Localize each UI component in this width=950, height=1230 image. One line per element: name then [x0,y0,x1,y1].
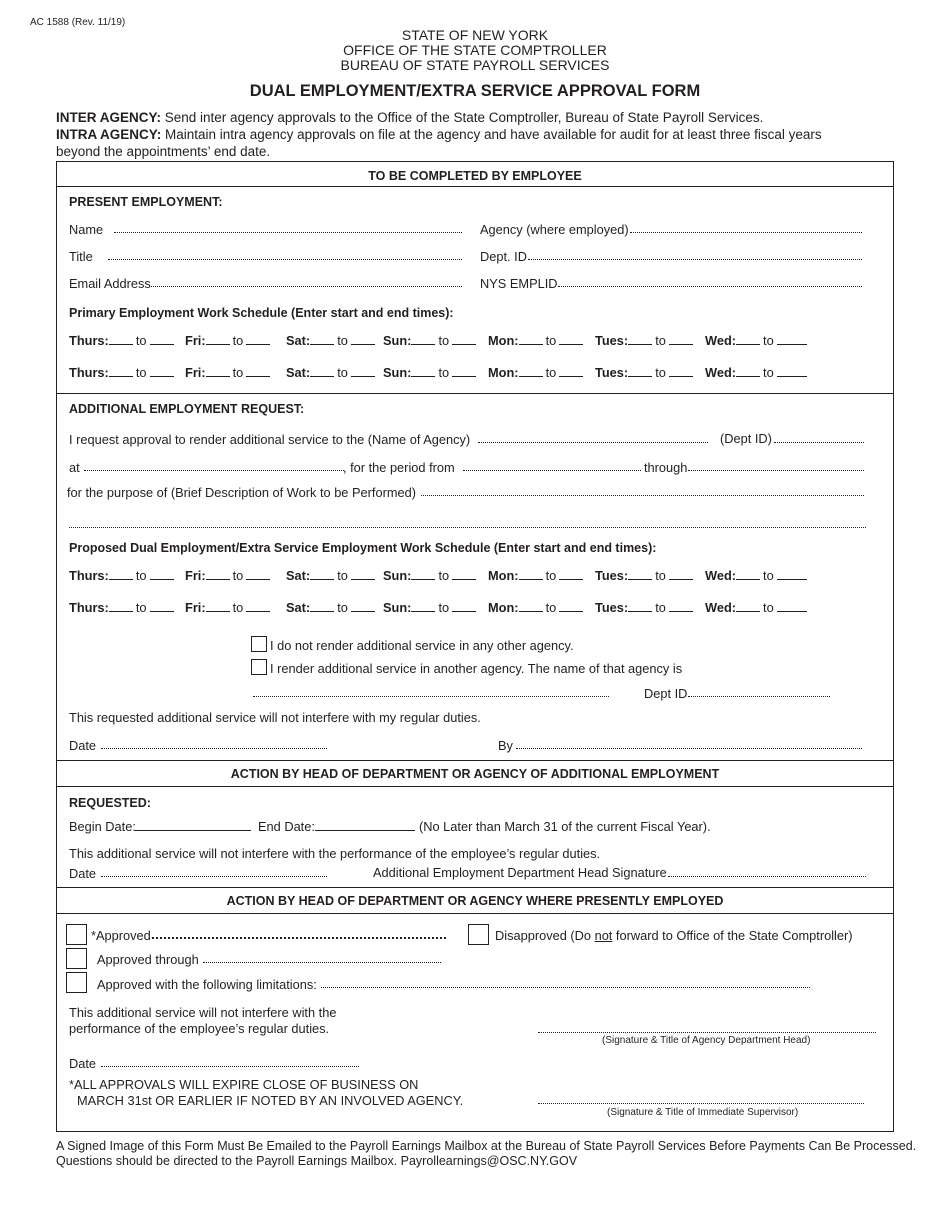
schedule-day-label: Mon: [488,600,519,615]
request-dept-id-field[interactable] [774,433,864,443]
schedule-day [286,333,375,348]
schedule-day [383,568,476,583]
employee-date-label: Date [69,738,97,753]
email-label: Email Address [69,276,151,291]
schedule-start-field[interactable] [519,601,543,612]
approved-through-field[interactable] [203,953,441,963]
supervisor-signature-caption: (Signature & Title of Immediate Supervisor) [607,1107,799,1118]
schedule-to-label: to [232,333,244,348]
head-date-field[interactable] [101,867,327,877]
schedule-day-label: Fri: [185,600,206,615]
disapproved-text-post: forward to Office of the State Comptroller) [612,928,853,943]
dept-id-label: Dept. ID [480,249,527,264]
schedule-end-field[interactable] [246,366,270,377]
other-agency-dept-id-label: Dept ID [644,686,688,701]
schedule-day [488,600,583,615]
schedule-start-field[interactable] [206,334,230,345]
schedule-to-label: to [655,333,666,348]
schedule-start-field[interactable] [109,569,133,580]
schedule-to-label: to [135,365,147,380]
other-agency-dept-id-field[interactable] [688,687,830,697]
other-agency-label: I render additional service in another agency. The name of that agency is [270,661,683,676]
schedule-start-field[interactable] [736,366,760,377]
present-date-field[interactable] [101,1057,359,1067]
begin-date-field[interactable] [135,820,251,831]
schedule-end-field[interactable] [351,366,375,377]
location-field[interactable] [84,461,344,471]
fiscal-year-note: (No Later than March 31 of the current Fiscal Year). [419,819,711,834]
state-name: STATE OF NEW YORK [401,27,549,43]
schedule-start-field[interactable] [310,601,334,612]
intra-agency-text: Maintain intra agency approvals on file at the agency and have available for audit for at least three fiscal years [161,127,822,142]
schedule-end-field[interactable] [246,601,270,612]
disapproved-label [495,928,853,943]
schedule-day [705,365,807,380]
title-label: Title [69,249,93,264]
schedule-day [595,568,693,583]
form-number: AC 1588 (Rev. 11/19) [30,17,126,28]
request-text: I request approval to render additional service to the (Name of Agency) [69,432,471,447]
schedule-day-label: Sat: [286,365,311,380]
schedule-day-label: Wed: [705,600,737,615]
schedule-day [383,333,476,348]
agency-name-field[interactable] [478,433,708,443]
end-date-field[interactable] [315,820,415,831]
intra-agency-note [56,126,822,143]
schedule-day [705,568,807,583]
schedule-to-label: to [763,600,774,615]
schedule-start-field[interactable] [736,334,760,345]
dept-id-field[interactable] [528,250,862,260]
email-field[interactable] [151,277,462,287]
schedule-day-label: Sun: [383,600,412,615]
schedule-day-label: Tues: [595,365,629,380]
schedule-to-label: to [763,333,774,348]
footer-line-1: A Signed Image of this Form Must Be Emailed to the Payroll Earnings Mailbox at the Bureau of State Payroll Services Before Payments Can Be Processed. [56,1139,917,1153]
divider [56,393,894,394]
primary-schedule-heading: Primary Employment Work Schedule (Enter start and end times): [69,306,454,320]
schedule-start-field[interactable] [519,569,543,580]
approved-checkbox[interactable] [66,924,87,945]
schedule-start-field[interactable] [206,366,230,377]
employee-signature-field[interactable] [516,739,862,749]
approved-through-label: Approved through [97,952,199,967]
schedule-day [595,333,693,348]
schedule-end-field[interactable] [150,601,174,612]
approved-limits-label: Approved with the following limitations: [97,977,317,992]
schedule-to-label: to [545,600,557,615]
head-no-interfere-statement: This additional service will not interfere with the performance of the employee’s regular duties. [69,846,601,861]
name-label: Name [69,222,104,237]
schedule-day [705,333,807,348]
office-name: OFFICE OF THE STATE COMPTROLLER [343,42,607,58]
schedule-to-label: to [545,568,557,583]
employee-section-heading: TO BE COMPLETED BY EMPLOYEE [368,169,582,183]
schedule-day-label: Sun: [383,365,412,380]
emplid-field[interactable] [558,277,862,287]
schedule-day-label: Sun: [383,333,412,348]
expire-note-line-1: *ALL APPROVALS WILL EXPIRE CLOSE OF BUSINESS ON [69,1077,419,1092]
schedule-to-label: to [337,365,348,380]
schedule-day-label: Thurs: [69,568,109,583]
present-date-label: Date [69,1056,97,1071]
approved-asterisk: * [91,928,96,943]
schedule-start-field[interactable] [736,601,760,612]
disapproved-not: not [594,928,613,943]
schedule-day-label: Mon: [488,568,519,583]
schedule-end-field[interactable] [669,334,693,345]
agency-field[interactable] [630,223,862,233]
schedule-day [69,600,174,615]
schedule-start-field[interactable] [628,366,652,377]
schedule-to-label: to [655,365,666,380]
schedule-start-field[interactable] [411,569,435,580]
head-signature-field[interactable] [668,867,866,877]
schedule-end-field[interactable] [777,601,807,612]
schedule-day [185,568,270,583]
divider [56,760,894,761]
purpose-field-line-2[interactable] [69,518,866,528]
schedule-end-field[interactable] [452,366,476,377]
schedule-to-label: to [337,568,348,583]
divider [56,887,894,888]
schedule-start-field[interactable] [411,334,435,345]
schedule-start-field[interactable] [310,569,334,580]
schedule-day [286,600,375,615]
schedule-day-label: Mon: [488,333,519,348]
schedule-day [595,365,693,380]
begin-date-label: Begin Date: [69,819,136,834]
schedule-day-label: Wed: [705,365,737,380]
schedule-to-label: to [135,333,147,348]
schedule-start-field[interactable] [206,601,230,612]
request-dept-id-label: (Dept ID) [720,431,772,446]
schedule-day-label: Sun: [383,568,412,583]
intra-agency-label: INTRA AGENCY: [56,127,162,142]
schedule-end-field[interactable] [669,366,693,377]
approved-label [91,928,151,943]
schedule-day [488,568,583,583]
schedule-to-label: to [438,365,450,380]
inter-agency-text: Send inter agency approvals to the Office of the State Comptroller, Bureau of State Payroll Services. [161,110,764,125]
approved-limits-checkbox[interactable] [66,972,87,993]
schedule-day-label: Tues: [595,600,629,615]
schedule-end-field[interactable] [559,366,583,377]
schedule-day-label: Fri: [185,568,206,583]
schedule-to-label: to [655,600,666,615]
requested-label: REQUESTED: [69,796,151,810]
name-field[interactable] [114,223,462,233]
schedule-end-field[interactable] [777,334,807,345]
head-date-label: Date [69,866,97,881]
schedule-to-label: to [438,333,450,348]
schedule-to-label: to [545,333,557,348]
divider [56,186,894,187]
schedule-start-field[interactable] [411,601,435,612]
schedule-end-field[interactable] [777,366,807,377]
by-label: By [498,738,513,753]
purpose-label: for the purpose of (Brief Description of Work to be Performed) [67,485,416,500]
divider [56,786,894,787]
schedule-end-field[interactable] [150,366,174,377]
end-date-label: End Date: [258,819,315,834]
expire-note-line-2: MARCH 31st OR EARLIER IF NOTED BY AN INVOLVED AGENCY. [77,1093,464,1108]
schedule-day-label: Fri: [185,333,206,348]
other-agency-name-field[interactable] [253,687,609,697]
schedule-day-label: Mon: [488,365,519,380]
inter-agency-note [56,109,763,126]
schedule-day [286,365,375,380]
schedule-to-label: to [438,600,450,615]
schedule-day-label: Sat: [286,568,311,583]
period-from-field[interactable] [463,461,641,471]
schedule-start-field[interactable] [519,366,543,377]
additional-head-heading: ACTION BY HEAD OF DEPARTMENT OR AGENCY OF ADDITIONAL EMPLOYMENT [230,767,720,781]
schedule-end-field[interactable] [150,334,174,345]
schedule-end-field[interactable] [150,569,174,580]
present-employment-heading: PRESENT EMPLOYMENT: [69,195,223,209]
purpose-field[interactable] [421,486,864,496]
period-through-field[interactable] [688,461,864,471]
schedule-to-label: to [438,568,450,583]
schedule-end-field[interactable] [559,601,583,612]
head-signature-label: Additional Employment Department Head Signature [373,865,667,880]
schedule-to-label: to [337,600,348,615]
footer-line-2: Questions should be directed to the Payroll Earnings Mailbox. Payrollearnings@OSC.NY.GOV [56,1154,578,1168]
schedule-to-label: to [135,600,147,615]
agency-head-signature-caption: (Signature & Title of Agency Department Head) [602,1035,811,1046]
schedule-day-label: Thurs: [69,333,109,348]
schedule-to-label: to [337,333,348,348]
schedule-end-field[interactable] [351,569,375,580]
disapproved-checkbox[interactable] [468,924,489,945]
schedule-day-label: Wed: [705,333,737,348]
schedule-day [286,568,375,583]
approved-limits-field[interactable] [321,978,810,988]
schedule-day-label: Tues: [595,568,629,583]
schedule-end-field[interactable] [246,569,270,580]
schedule-end-field[interactable] [452,601,476,612]
agency-head-signature-field[interactable] [538,1023,876,1033]
disapproved-text-pre: Disapproved (Do [495,928,595,943]
schedule-end-field[interactable] [246,334,270,345]
proposed-schedule-heading: Proposed Dual Employment/Extra Service Employment Work Schedule (Enter start and end times): [69,541,657,555]
no-other-agency-label: I do not render additional service in any other agency. [270,638,574,653]
schedule-day-label: Thurs: [69,600,109,615]
approved-field[interactable] [152,929,446,939]
through-label: through [644,460,688,475]
schedule-start-field[interactable] [519,334,543,345]
schedule-end-field[interactable] [669,569,693,580]
schedule-day [69,333,174,348]
no-other-agency-checkbox[interactable] [251,636,267,652]
inter-agency-label: INTER AGENCY: [56,110,162,125]
schedule-to-label: to [763,568,774,583]
schedule-day [488,365,583,380]
schedule-day [488,333,583,348]
other-agency-checkbox[interactable] [251,659,267,675]
schedule-start-field[interactable] [109,366,133,377]
schedule-day [383,600,476,615]
schedule-end-field[interactable] [351,334,375,345]
schedule-start-field[interactable] [628,569,652,580]
schedule-to-label: to [232,568,244,583]
schedule-day-label: Sat: [286,333,311,348]
schedule-to-label: to [545,365,557,380]
schedule-to-label: to [655,568,666,583]
schedule-end-field[interactable] [669,601,693,612]
schedule-day [69,568,174,583]
schedule-end-field[interactable] [452,569,476,580]
schedule-day [185,600,270,615]
schedule-day-label: Tues: [595,333,629,348]
schedule-start-field[interactable] [628,334,652,345]
schedule-start-field[interactable] [411,366,435,377]
schedule-day-label: Wed: [705,568,737,583]
schedule-start-field[interactable] [310,334,334,345]
schedule-end-field[interactable] [559,569,583,580]
form-title: DUAL EMPLOYMENT/EXTRA SERVICE APPROVAL FORM [249,82,701,100]
schedule-start-field[interactable] [736,569,760,580]
at-label: at [69,460,80,475]
intra-agency-note-cont: beyond the appointments’ end date. [56,144,271,159]
agency-label: Agency (where employed) [480,222,629,237]
schedule-day [595,600,693,615]
present-statement-line-1: This additional service will not interfere with the [69,1005,337,1020]
schedule-end-field[interactable] [777,569,807,580]
present-head-heading: ACTION BY HEAD OF DEPARTMENT OR AGENCY WHERE PRESENTLY EMPLOYED [226,894,724,908]
approved-through-checkbox[interactable] [66,948,87,969]
divider [56,913,894,914]
emplid-label: NYS EMPLID [480,276,558,291]
schedule-end-field[interactable] [452,334,476,345]
schedule-start-field[interactable] [628,601,652,612]
schedule-day [185,365,270,380]
schedule-day [705,600,807,615]
schedule-start-field[interactable] [206,569,230,580]
bureau-name: BUREAU OF STATE PAYROLL SERVICES [340,57,610,73]
title-field[interactable] [108,250,462,260]
schedule-to-label: to [232,600,244,615]
schedule-day-label: Thurs: [69,365,109,380]
period-from-label: , for the period from [343,460,455,475]
schedule-start-field[interactable] [310,366,334,377]
schedule-day [185,333,270,348]
supervisor-signature-field[interactable] [538,1094,864,1104]
schedule-to-label: to [763,365,774,380]
no-interfere-statement: This requested additional service will not interfere with my regular duties. [69,710,481,725]
schedule-start-field[interactable] [109,601,133,612]
schedule-day [69,365,174,380]
additional-employment-heading: ADDITIONAL EMPLOYMENT REQUEST: [69,402,305,416]
schedule-end-field[interactable] [559,334,583,345]
schedule-end-field[interactable] [351,601,375,612]
approved-text: Approved [95,928,151,943]
present-statement-line-2: performance of the employee’s regular duties. [69,1021,330,1036]
schedule-to-label: to [232,365,244,380]
schedule-start-field[interactable] [109,334,133,345]
employee-date-field[interactable] [101,739,327,749]
schedule-day-label: Fri: [185,365,206,380]
schedule-to-label: to [135,568,147,583]
schedule-day-label: Sat: [286,600,311,615]
schedule-day [383,365,476,380]
